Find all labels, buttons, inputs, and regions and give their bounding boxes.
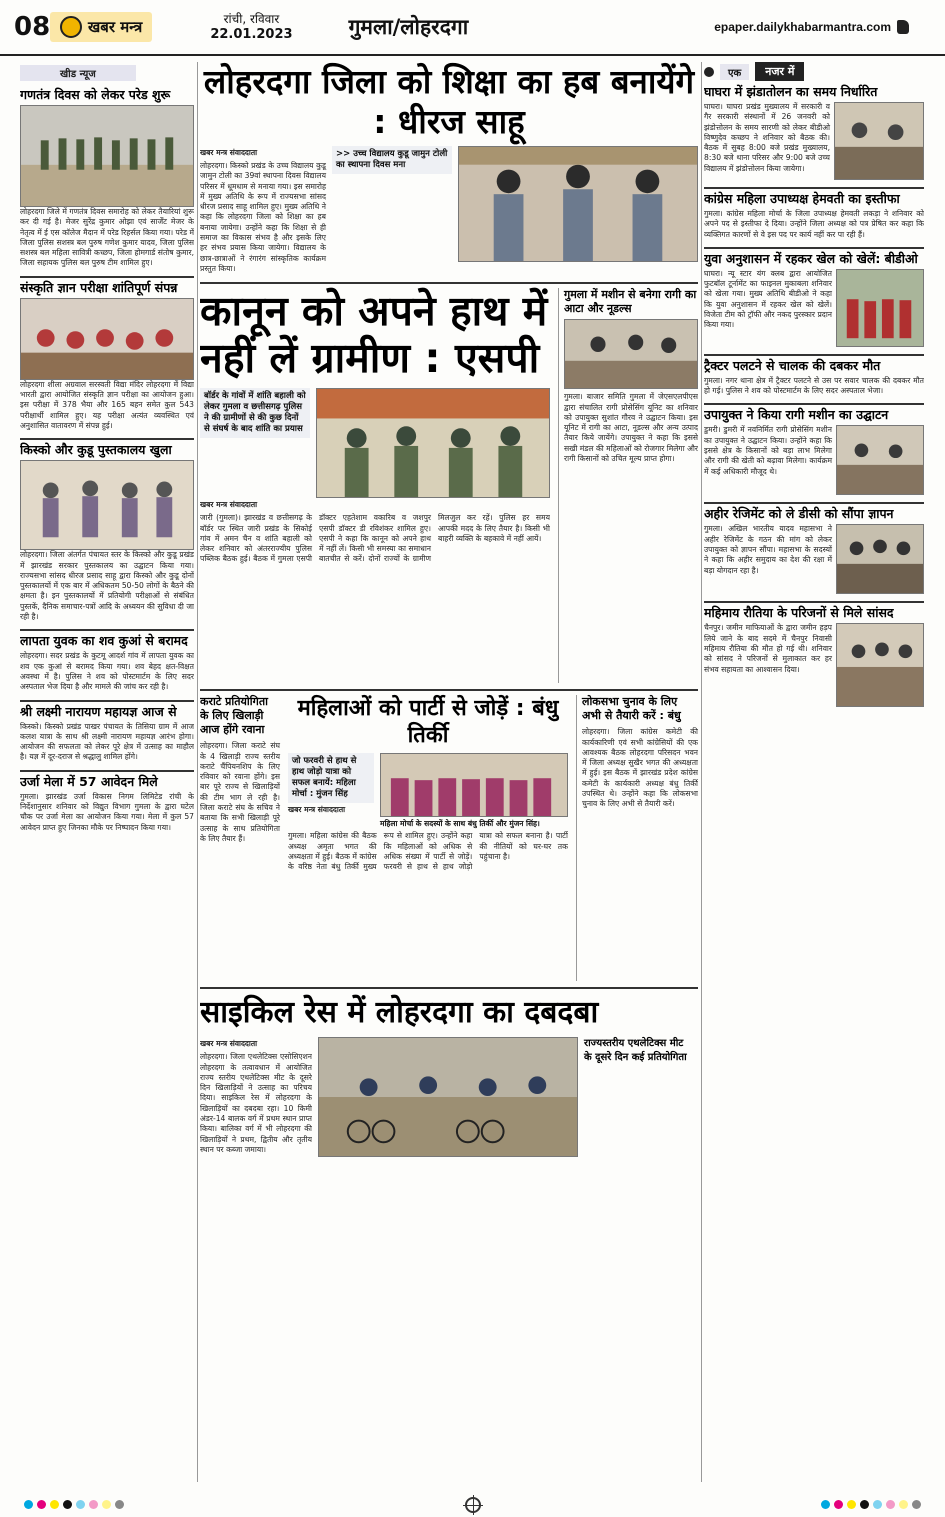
story-body: लोहरदगा। जिला अंतर्गत पंचायत स्तर के किस्को और कुडू प्रखंड में झारखंड सरकार पुस्तकालय का उद्घाटन किया गया। राज्यसभा सांसद धीरज प्रसाद साहू द्वारा किस्को और कुडू दोनों पुस्तकालयों में एक बार में अधिकतम 50-50 लोगों के बैठने की क्षमता है। इन पुस्तकालयों में प्रतियोगी परीक्षाओं से संबंधित पुस्तकें, दैनिक समाचार-पत्रों आदि के अध्ययन की सुविधा दी जा रही है। [20, 550, 194, 622]
women-wing-photo [380, 753, 568, 817]
byline: खबर मन्त्र संवाददाता [200, 148, 258, 157]
kicker-label: खीड न्यूज [20, 65, 136, 81]
byline: खबर मन्त्र संवाददाता [288, 805, 346, 815]
police-headline: कानून को अपने हाथ में नहीं लें ग्रामीण : एसपी [200, 287, 548, 383]
story-body: गुमला। महिला कांग्रेस की बैठक अध्यक्ष अमृता भगत की अध्यक्षता में हुई। बैठक में कांग्रेस के वरिष्ठ नेता बंधु तिर्की मुख्य रूप से शामिल हुए। उन्होंने कहा कि महिलाओं को अधिक से अधिक संख्या में पार्टी से जोड़ें। फरवरी से हाथ से हाथ जोड़ो यात्रा को सफल बनाना है। पार्टी की नीतियों को घर-घर तक पहुंचाना है। [288, 831, 568, 872]
story-yagya [20, 700, 194, 763]
karate-headline: कराटे प्रतियोगिता के लिए खिलाड़ी आज होंगे रवाना [200, 695, 268, 737]
school-event-photo [458, 146, 698, 262]
ragi-machine-photo [836, 425, 924, 495]
story-sports-bdo [704, 247, 924, 347]
epaper-url[interactable]: epaper.dailykhabarmantra.com [714, 20, 891, 34]
brand-name: खबर मन्त्र [88, 18, 143, 36]
column-rule [701, 62, 702, 1482]
story-resignation [704, 187, 924, 240]
photo-caption: महिला मोर्चा के सदस्यों के साथ बंधु तिर्की और मुंजन सिंह। [380, 819, 540, 829]
left-column [20, 62, 194, 1487]
story-headline: श्री लक्ष्मी नारायण महायज्ञ आज से [20, 700, 194, 719]
story-flag-hoisting [704, 84, 924, 180]
story-strap: >> उच्च विद्यालय कुडू जामुन टोली का स्थापना दिवस मना [332, 146, 452, 174]
story-parade [20, 87, 194, 269]
story-headline: संस्कृति ज्ञान परीक्षा शांतिपूर्ण संपन्न [20, 276, 194, 295]
football-photo [836, 269, 924, 347]
story-body: लोहरदगा। जिला कांग्रेस कमेटी की कार्यकारिणी एवं सभी कांग्रेसियों की एक आवश्यक बैठक लोहरदगा परिसदन भवन में जिला अध्यक्ष सुखैर भगत की अध्यक्षता में हुई। इस बैठक में झारखंड प्रदेश कांग्रेस कमेटी के कार्यकारी अध्यक्ष बंधु तिर्की उपस्थित थे। उन्होंने कहा कि लोकसभा चुनाव के लिए अभी से तैयारी करें। [582, 727, 698, 809]
story-body: गुमला। नगर थाना क्षेत्र में ट्रैक्टर पलटने से उस पर सवार चालक की दबकर मौत हो गई। पुलिस ने शव को पोस्टमार्टम के लिए सदर अस्पताल भेजा। [704, 375, 924, 396]
story-missing-youth [20, 629, 194, 692]
at-a-glance-tab [704, 62, 924, 81]
story-strap: बॉर्डर के गांवों में शांति बहाली को लेकर गुमला व छत्तीसगढ़ पुलिस ने की ग्रामीणों से की कुछ दिनों से संघर्ष के बाद शांति का प्रयास [200, 388, 310, 438]
story-body: किस्को। किस्को प्रखंड पाखर पंचायत के तिसिया ग्राम में आज कलश यात्रा के साथ श्री लक्ष्मी नारायण महायज्ञ आरंभ होगा। आयोजन की सफलता को लेकर पूरे क्षेत्र में उत्साह का माहौल है। यज्ञ में दूर-दराज से श्रद्धालु शामिल होंगे। [20, 721, 194, 762]
story-headline: उर्जा मेला में 57 आवेदन मिले [20, 770, 194, 789]
right-column [704, 62, 924, 1487]
election-headline: लोकसभा चुनाव के लिए अभी से तैयारी करें : बंधु [582, 695, 681, 723]
flag-meeting-photo [834, 102, 924, 180]
story-body: जारी (गुमला)। झारखंड व छत्तीसगढ़ के बॉर्डर पर स्थित जारी प्रखंड के सिकोई गांव में अमन चैन व शांति बहाली को लेकर शनिवार को अंतरराज्यीय पुलिस पब्लिक बैठक हुई। बैठक में गुमला एसपी डॉक्टर एहतेशाम वकारिब व जशपुर एसपी डॉक्टर डी रविशंकर शामिल हुए। एसपी ने कहा कि कानून को अपने हाथ में नहीं लें। किसी भी समस्या का समाधान बातचीत से करें। दोनों राज्यों के ग्रामीण मिलजुल कर रहें। पुलिस हर समय आपकी मदद के लिए तैयार है। किसी भी बाहरी व्यक्ति के बहकावे में नहीं आयें। [200, 513, 550, 564]
police-meeting-photo [316, 388, 550, 498]
story-headline: गणतंत्र दिवस को लेकर परेड शुरू [20, 87, 171, 102]
story-body: लोहरदगा। सदर प्रखंड के कुटमू आदर्श गांव में लापता युवक का शव एक कुआं से बरामद किया गया। शव बेहद क्षत-विक्षत अवस्था में है। पुलिस ने शव को पोस्टमार्टम के लिए सदर अस्पताल भेज दिया है और मामले की जांच कर रही है। [20, 651, 194, 692]
story-body: गुमला। बाजार समिति गुमला में जेएसएलपीएस द्वारा संचालित रागी प्रोसेसिंग यूनिट का शनिवार को उपायुक्त सुशांत गौरव ने उद्घाटन किया। इस यूनिट में रागी का आटा, नूडल्स और अन्य उत्पाद तैयार किये जायेंगे। उपायुक्त ने कहा कि इससे सखी मंडल की महिलाओं को रोजगार मिलेगा और रागी किसानों को उचित मूल्य प्राप्त होगा। [564, 392, 698, 464]
story-headline: महिमाय रौतिया के परिजनों से मिले सांसद [704, 601, 924, 620]
story-body: लोहरदगा। जिला कराटे संघ के 4 खिलाड़ी राज्य स्तरीय कराटे चैंपियनशिप के लिए रविवार को रवाना होंगे। इस बार पूरे राज्य से खिलाड़ियों की टीम भाग ले रही है। जिला कराटे संघ के सचिव ने बताया कि सभी खिलाड़ी पूरे उत्साह के साथ प्रतियोगिता के लिए तैयार हैं। [200, 741, 280, 843]
tab-label-a: एक [720, 64, 749, 80]
exam-photo [20, 298, 194, 380]
story-body: घाघरा। न्यू स्टार यंग क्लब द्वारा आयोजित फुटबॉल टूर्नामेंट का फाइनल मुकाबला शनिवार को खेला गया। मुख्य अतिथि बीडीओ ने कहा कि युवा अनुशासन में रहकर खेल को खेलें। विजेता टीम को ट्रॉफी और नकद पुरस्कार प्रदान किया गया। [704, 268, 832, 330]
brand-logo-icon [60, 16, 82, 38]
story-body: लोहरदगा। जिला एथलेटिक्स एसोसिएशन लोहरदगा के तत्वावधान में आयोजित राज्य स्तरीय एथलेटिक्स मीट के दूसरे दिन खिलाड़ियों ने उत्साह का परिचय दिया। साइकिल रेस में लोहरदगा के खिलाड़ियों का दबदबा रहा। 10 किमी अंडर-14 बालक वर्ग में प्रथम स्थान प्राप्त किया। बालिका वर्ग में भी लोहरदगा की खिलाड़ियों ने प्रथम, द्वितीय और तृतीय स्थान पर कब्जा जमाया। [200, 1052, 312, 1154]
story-exam [20, 276, 194, 431]
story-body: गुमला। झारखंड उर्जा विकास निगम लिमिटेड रांची के निर्देशानुसार शनिवार को विद्युत विभाग गुमला के द्वारा घटेल चौक पर उर्जा मेला का आयोजन किया गया। मेला में कुल 57 आवेदन प्राप्त हुए जिनका मौके पर निष्पादन किया गया। [20, 791, 194, 832]
tab-label-b: नजर में [755, 62, 804, 81]
byline: खबर मन्त्र संवाददाता [200, 1039, 258, 1049]
story-mp-visit [704, 601, 924, 707]
color-registration-dots [821, 1500, 921, 1509]
page-number: 08 [14, 12, 51, 42]
story-headline: घाघरा में झंडातोलन का समय निर्धारित [704, 84, 878, 99]
memorandum-photo [836, 524, 924, 594]
story-body: लोहरदगा। किस्को प्रखंड के उच्च विद्यालय कुडू जामुन टोली का 39वां स्थापना दिवस विद्यालय परिसर में धूमधाम से मनाया गया। इस समारोह में मुख्य अतिथि के रूप में राज्यसभा सांसद धीरज प्रसाद साहू शामिल हुए। मुख्य अतिथि ने कहा कि लोहरदगा जिला को शिक्षा का हब बनाया जायेगा। उन्होंने कहा कि शिक्षा से ही समाज का विकास संभव है और इसके लिए हर संभव प्रयास किया जायेगा। विद्यालय के छात्र-छात्राओं ने रंगारंग सांस्कृतिक कार्यक्रम प्रस्तुत किया। [200, 161, 326, 273]
city-day: रांची, रविवार [223, 12, 280, 26]
lead-headline: लोहरदगा जिला को शिक्षा का हब बनायेंगे : धीरज साहू [203, 62, 695, 141]
story-headline: अहीर रेजिमेंट को ले डीसी को सौंपा ज्ञापन [704, 502, 924, 521]
pointer-hand-icon [897, 20, 909, 34]
story-strap: जो फरवरी से हाथ से हाथ जोड़ो यात्रा को सफल बनायें: महिला मोर्चा : मुंजन सिंह [288, 753, 374, 803]
byline: खबर मन्त्र संवाददाता [200, 500, 258, 510]
color-registration-dots [24, 1500, 124, 1509]
section-title: गुमला/लोहरदगा [348, 15, 469, 39]
story-headline: लापता युवक का शव कुआं से बरामद [20, 629, 194, 648]
dateline [210, 12, 292, 42]
story-body: लोहरदगा शीला अग्रवाल सरस्वती विद्या मंदिर लोहरदगा में विद्या भारती द्वारा आयोजित संस्कृति ज्ञान परीक्षा का आयोजन हुआ। इस परीक्षा में 378 भैया और 165 बहन समेत कुल 543 परीक्षार्थी शामिल हुए। यह परीक्षा अत्यंत व्यवस्थित एवं अनुशासित वातावरण में संपन्न हुई। [20, 379, 194, 430]
story-headline: किस्को और कुडू पुस्तकालय खुला [20, 438, 194, 457]
story-body: लोहरदगा जिले में गणतंत्र दिवस समारोह को लेकर तैयारियां शुरू कर दी गई है। मेजर सुरेंद्र कुमार ओझा एवं सार्जेंट मेजर के नेतृत्व में ई एस कॉलेज मैदान में परेड रिहर्सल किया गया। परेड में जिला पुलिस सशस्त्र बल पुरुष गणेश कुमार यादव, जिला पुलिस सशस्त्र बल महिला सावित्री कच्छप, जिला होमगार्ड संतोष कुमार, जिला सहायक पुलिस बल पुरुष टीम शामिल हुए। [20, 207, 194, 268]
story-library [20, 438, 194, 622]
story-tractor [704, 354, 924, 397]
story-headline: ट्रैक्टर पलटने से चालक की दबकर मौत [704, 354, 924, 373]
story-body: गुमला। कांग्रेस महिला मोर्चा के जिला उपाध्यक्ष हेमवती लकड़ा ने शनिवार को अपने पद से इस्तीफा दे दिया। उन्होंने जिला अध्यक्ष को पत्र प्रेषित कर कहा कि व्यक्तिगत कारणों से वे इस पद पर कार्य नहीं कर पा रही हैं। [704, 209, 924, 239]
ragi-unit-photo [564, 319, 698, 389]
cycle-headline: साइकिल रेस में लोहरदगा का दबदबा [200, 995, 599, 1031]
story-headline: युवा अनुशासन में रहकर खेल को खेलें: बीडीओ [704, 247, 924, 266]
epaper-link[interactable] [714, 20, 909, 34]
brand-badge [50, 12, 152, 42]
women-headline: महिलाओं को पार्टी से जोड़ें : बंधु तिर्की [297, 696, 559, 749]
story-strap: राज्यस्तरीय एथलेटिक्स मीट के दूसरे दिन कई प्रतियोगिता [584, 1038, 687, 1064]
ragi-headline: गुमला में मशीन से बनेगा रागी का आटा और नूडल्स [564, 288, 697, 316]
mp-visit-photo [836, 623, 924, 707]
story-energy-fair [20, 770, 194, 833]
registration-mark-icon [465, 1497, 481, 1513]
column-rule [197, 62, 198, 1482]
middle-column [200, 62, 698, 1487]
masthead [0, 0, 945, 56]
story-body: गुमला। अखिल भारतीय यादव महासभा ने अहीर रेजिमेंट के गठन की मांग को लेकर उपायुक्त को ज्ञापन सौंपा। महासभा के सदस्यों ने कहा कि अहीर समुदाय का देश की रक्षा में बड़ा योगदान रहा है। [704, 524, 832, 575]
story-headline: उपायुक्त ने किया रागी मशीन का उद्घाटन [704, 403, 924, 422]
story-body: चैनपुर। जमीन माफियाओं के द्वारा जमीन हड़प लिये जाने के बाद सदमे में चैनपुर निवासी महिमाय रौतिया की मौत हो गई थी। शनिवार को सांसद ने परिजनों से मुलाकात कर हर संभव सहायता का आश्वासन दिया। [704, 623, 832, 674]
star-icon [704, 67, 714, 77]
library-photo [20, 460, 194, 550]
issue-date: 22.01.2023 [210, 27, 293, 42]
cycle-race-photo [318, 1037, 578, 1157]
story-body: डुमरी। डुमरी में नवनिर्मित रागी प्रोसेसिंग मशीन का उपायुक्त ने उद्घाटन किया। उन्होंने कहा कि इससे क्षेत्र के किसानों को बड़ा लाभ मिलेगा और रागी की खेती को बढ़ावा मिलेगा। कार्यक्रम में कई अधिकारी मौजूद थे। [704, 425, 832, 476]
story-body: घाघरा। घाघरा प्रखंड मुख्यालय में सरकारी व गैर सरकारी संस्थानों में 26 जनवरी को झंडोत्तोलन के समय सारणी को लेकर बीडीओ विष्णुदेव कच्छप ने शनिवार को बैठक की। बैठक में सुबह 8:00 बजे प्रखंड मुख्यालय, 8:30 बजे थाना परिसर और 9:00 बजे उच्च विद्यालय में झंडोत्तोलन किया जायेगा। [704, 102, 830, 173]
print-footer [0, 1492, 945, 1517]
parade-photo [20, 105, 194, 207]
story-ahir-regiment [704, 502, 924, 594]
story-headline: कांग्रेस महिला उपाध्यक्ष हेमवती का इस्तीफा [704, 187, 924, 206]
story-ragi-machine [704, 403, 924, 495]
